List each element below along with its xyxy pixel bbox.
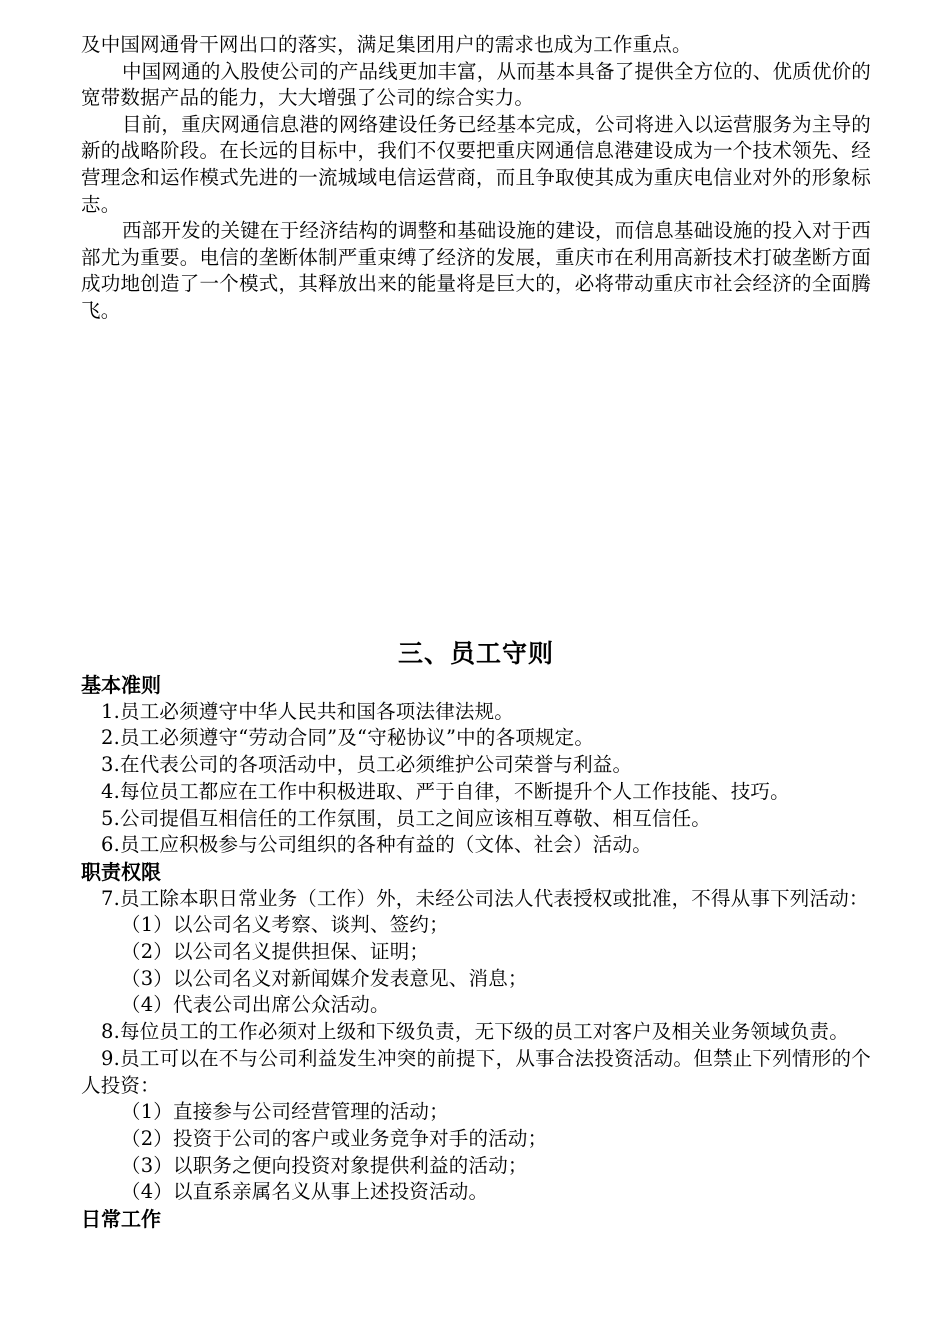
rule-7-item-2: （2）以公司名义提供担保、证明； <box>121 940 430 964</box>
rule-7-item-1: （1）以公司名义考察、谈判、签约； <box>121 913 449 937</box>
rule-2: 2.员工必须遵守“劳动合同”及“守秘协议”中的各项规定。 <box>101 726 595 750</box>
intro-paragraph-4: 西部开发的关键在于经济结构的调整和基础设施的建设，而信息基础设施的投入对于西部尤为重要。电信的垄断体制严重束缚了经济的发展，重庆市在利用高新技术打破垄断方面成功地创造了一个模式，其释放出来的能量将是巨大的，必将带动重庆市社会经济的全面腾飞。 <box>81 219 871 322</box>
rule-9: 9.员工可以在不与公司利益发生冲突的前提下，从事合法投资活动。但禁止下列情形的个人投资： <box>81 1046 871 1097</box>
rule-9-item-1: （1）直接参与公司经营管理的活动； <box>121 1100 449 1124</box>
basic-principles-heading: 基本准则 <box>81 673 161 697</box>
rule-6: 6.员工应积极参与公司组织的各种有益的（文体、社会）活动。 <box>101 833 652 857</box>
duties-heading: 职责权限 <box>81 859 161 884</box>
rule-9-item-2: （2）投资于公司的客户或业务竞争对手的活动； <box>121 1126 548 1150</box>
rule-8: 8.每位员工的工作必须对上级和下级负责，无下级的员工对客户及相关业务领域负责。 <box>101 1020 849 1044</box>
section-title: 三、员工守则 <box>397 639 554 668</box>
rule-1: 1.员工必须遵守中华人民共和国各项法律法规。 <box>101 699 515 723</box>
intro-text <box>81 32 871 325</box>
rule-7-item-3: （3）以公司名义对新闻媒介发表意见、消息； <box>121 966 528 990</box>
intro-paragraph-2: 中国网通的入股使公司的产品线更加丰富，从而基本具备了提供全方位的、优质优价的宽带数据产品的能力，大大增强了公司的综合实力。 <box>81 59 871 110</box>
rule-9-item-4: （4）以直系亲属名义从事上述投资活动。 <box>121 1180 489 1204</box>
intro-paragraph-1: 及中国网通骨干网出口的落实，满足集团用户的需求也成为工作重点。 <box>81 33 692 56</box>
rule-3: 3.在代表公司的各项活动中，员工必须维护公司荣誉与利益。 <box>101 753 633 777</box>
rule-9-item-3: （3）以职务之便向投资对象提供利益的活动； <box>121 1153 528 1177</box>
rule-7-item-4: （4）代表公司出席公众活动。 <box>121 993 390 1017</box>
rule-4: 4.每位员工都应在工作中积极进取、严于自律，不断提升个人工作技能、技巧。 <box>101 779 790 803</box>
intro-paragraph-3: 目前，重庆网通信息港的网络建设任务已经基本完成，公司将进入以运营服务为主导的新的战略阶段。在长远的目标中，我们不仅要把重庆网通信息港建设成为一个技术领先、经营理念和运作模式先进的一流城域电信运营商，而且争取使其成为重庆电信业对外的形象标志。 <box>81 112 871 216</box>
employee-code-section <box>81 636 871 1233</box>
rule-5: 5.公司提倡互相信任的工作氛围，员工之间应该相互尊敬、相互信任。 <box>101 806 712 830</box>
rule-7: 7.员工除本职日常业务（工作）外，未经公司法人代表授权或批准，不得从事下列活动： <box>101 886 869 910</box>
daily-work-heading: 日常工作 <box>81 1207 161 1232</box>
